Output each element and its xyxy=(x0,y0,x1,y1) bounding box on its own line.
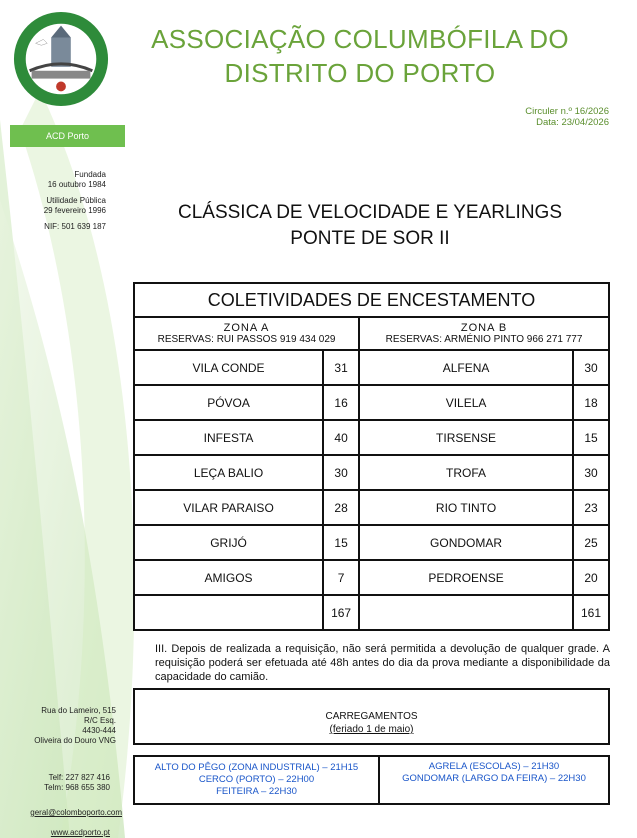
carregamentos-box xyxy=(133,688,610,745)
loading-locations-right: AGRELA (ESCOLAS) – 21H30 GONDOMAR (LARGO DA FEIRA) – 22H30 xyxy=(378,755,610,805)
email-link[interactable]: geral@colomboporto.com xyxy=(30,808,122,817)
org-logo xyxy=(12,10,110,108)
table-row: AMIGOS 7 PEDROENSE 20 xyxy=(134,560,609,595)
total-zone-a: 167 xyxy=(323,595,359,630)
zone-b-header: ZONA B RESERVAS: ARMÉNIO PINTO 966 271 777 xyxy=(359,317,609,350)
requisition-note: III. Depois de realizada a requisição, não será permitida a devolução de qualquer grade. A requisição poderá ser efetuada até 48h antes do dia da prova mediante a disponibilidade da capacidade do camião. xyxy=(155,643,610,683)
nif: NIF: 501 639 187 xyxy=(44,222,106,231)
zone-a-header: ZONA A RESERVAS: RUI PASSOS 919 434 029 xyxy=(134,317,359,350)
loading-locations-left: ALTO DO PÊGO (ZONA INDUSTRIAL) – 21H15 CERCO (PORTO) – 22H00 FEITEIRA – 22H30 xyxy=(133,755,380,805)
contact-block: Telf: 227 827 416 Telm: 968 655 380 xyxy=(44,773,110,792)
founded-info: Fundada 16 outubro 1984 Utilidade Pública 29 fevereiro 1996 NIF: 501 639 187 xyxy=(20,170,106,232)
table-row: PÓVOA 16 VILELA 18 xyxy=(134,385,609,420)
carregamentos-subtitle: (feriado 1 de maio) xyxy=(329,724,414,735)
document-title: CLÁSSICA DE VELOCIDADE E YEARLINGS PONTE DE SOR II xyxy=(177,202,562,249)
circular-number: Circuler n.º 16/2026 xyxy=(525,106,609,117)
table-header: COLETIVIDADES DE ENCESTAMENTO xyxy=(134,283,609,317)
table-row: LEÇA BALIO 30 TROFA 30 xyxy=(134,455,609,490)
carregamentos-title: CARREGAMENTOS xyxy=(325,711,418,722)
encestamento-table xyxy=(133,282,610,631)
circular-info xyxy=(525,106,609,128)
totals-row xyxy=(134,595,609,630)
table-row: VILAR PARAISO 28 RIO TINTO 23 xyxy=(134,490,609,525)
website-link[interactable]: www.acdporto.pt xyxy=(50,828,110,837)
table-row: INFESTA 40 TIRSENSE 15 xyxy=(134,420,609,455)
table-row: VILA CONDE 31 ALFENA 30 xyxy=(134,350,609,385)
table-row: GRIJÓ 15 GONDOMAR 25 xyxy=(134,525,609,560)
circular-date: Data: 23/04/2026 xyxy=(536,117,609,128)
total-zone-b: 161 xyxy=(573,595,609,630)
org-title: ASSOCIAÇÃO COLUMBÓFILA DO DISTRITO DO PORTO xyxy=(151,24,569,88)
address-block: Rua do Lameiro, 515 R/C Esq. 4430-444 Oliveira do Douro VNG xyxy=(34,706,116,745)
org-tag: ACD Porto xyxy=(10,125,125,147)
